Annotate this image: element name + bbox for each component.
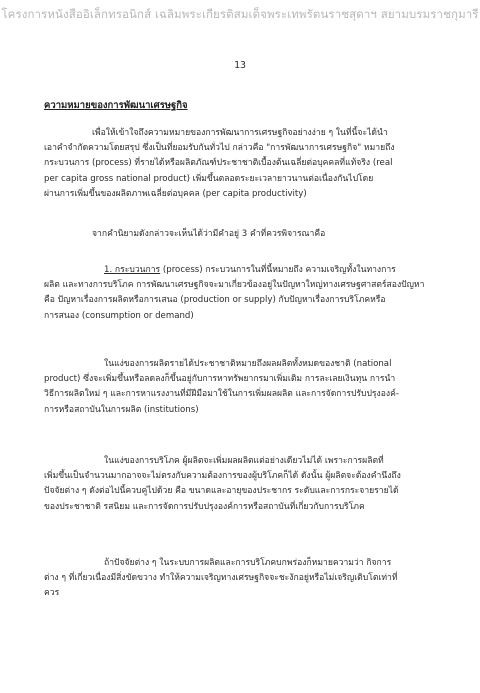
- text-line: การหรือสถาบันในการผลิต (institutions): [44, 404, 199, 415]
- paragraph-6: [44, 556, 439, 602]
- term-process: 1. กระบวนการ: [104, 265, 161, 275]
- text-line: เอาคำจำกัดความโดยสรุป ซึ่งเป็นที่ยอมรับกันทั่วไป กล่าวคือ "การพัฒนาการเศรษฐกิจ" หมายถึง: [44, 143, 395, 154]
- header-title: โครงการหนังสืออิเล็กทรอนิกส์ เฉลิมพระเกียรติสมเด็จพระเทพรัตนราชสุดาฯ สยามบรมราชกุมารี: [1, 7, 479, 21]
- text-line: ในแง่ของการบริโภค ผู้ผลิตจะเพิ่มผลผลิตแต่อย่างเดียวไม่ได้ เพราะการผลิตที่: [104, 456, 384, 466]
- text-line: ผ่านการเพิ่มขึ้นของผลิตภาพเฉลี่ยต่อบุคคล (per capita productivity): [44, 188, 307, 199]
- text-line: เพื่อให้เข้าใจถึงความหมายของการพัฒนาการเศรษฐกิจอย่างง่าย ๆ ในที่นี้จะได้นำ: [92, 128, 388, 138]
- paragraph-4: [44, 357, 439, 418]
- text-line: [44, 263, 439, 278]
- text-line: เพิ่มขึ้นเป็นจำนวนมากอาจจะไม่ตรงกับความต้องการของผู้บริโภคก็ได้ ดังนั้น ผู้ผลิตจะต้องคำนึงถึง: [44, 471, 401, 482]
- text-line: product) ซึ่งจะเพิ่มขึ้นหรือลดลงก็ขึ้นอยู่กับการหาทรัพยากรมาเพิ่มเติม การละเลยเงินทุน การนำ: [44, 374, 396, 385]
- text-line: ผลิต และทางการบริโภค การพัฒนาเศรษฐกิจจะมาเกี่ยวข้องอยู่ในปัญหาใหญ่ทางเศรษฐศาสตร์สองปัญหา: [44, 280, 425, 291]
- text-line: จากคำนิยามดังกล่าวจะเห็นได้ว่ามีคำอยู่ 3 คำที่ควรพิจารณาคือ: [92, 229, 326, 239]
- text-span: (process) กระบวนการในที่นี้หมายถึง ความเจริญทั้งในทางการ: [160, 265, 396, 275]
- paragraph-2: [44, 227, 439, 242]
- text-line: วิธีการผลิตใหม่ ๆ และการหาแรงงานที่มีฝีมือมาใช้ในการเพิ่มผลผลิต และการจัดการปรับปรุงองค์-: [44, 389, 399, 400]
- text-line: คือ ปัญหาเรื่องการผลิตหรือการเสนอ (production or supply) กับปัญหาเรื่องการบริโภคหรือ: [44, 295, 386, 306]
- paragraph-5: [44, 454, 439, 515]
- text-line: ในแง่ของการผลิตรายได้ประชาชาติหมายถึงผลผลิตทั้งหมดของชาติ (national: [104, 359, 392, 369]
- page-number: 13: [233, 60, 247, 71]
- text-line: ของประชาชาติ รสนิยม และการจัดการปรับปรุงองค์การหรือสถาบันที่เกี่ยวกับการบริโภค: [44, 501, 365, 512]
- paragraph-1: [44, 126, 439, 202]
- text-line: ถ้าปัจจัยต่าง ๆ ในระบบการผลิตและการบริโภคบกพร่องก็หมายความว่า กิจการ: [104, 558, 392, 568]
- section-heading: ความหมายของการพัฒนาเศรษฐกิจ: [44, 100, 188, 111]
- text-line: กระบวนการ (process) ที่รายได้หรือผลิตภัณฑ์ประชาชาติเบื้องต้นเฉลี่ยต่อบุคคลที่แท้จริง (real: [44, 158, 393, 169]
- paragraph-3: [44, 263, 439, 324]
- text-line: ปัจจัยต่าง ๆ ดังต่อไปนี้ควบคู่ไปด้วย คือ ขนาดและอายุของประชากร ระดับและการกระจายรายได้: [44, 486, 399, 497]
- text-line: per capita gross national product) เพิ่มขึ้นตลอดระยะเวลายาวนานต่อเนื่องกันไปโดย: [44, 173, 374, 184]
- text-line: ควร: [44, 588, 60, 599]
- text-line: ต่าง ๆ ที่เกี่ยวเนื่องมีสิ่งขัดขวาง ทำให้ความเจริญทางเศรษฐกิจจะชะงักอยู่หรือไม่เจริญเติบโตเท่าที่: [44, 573, 398, 584]
- text-line: การสนอง (consumption or demand): [44, 310, 194, 321]
